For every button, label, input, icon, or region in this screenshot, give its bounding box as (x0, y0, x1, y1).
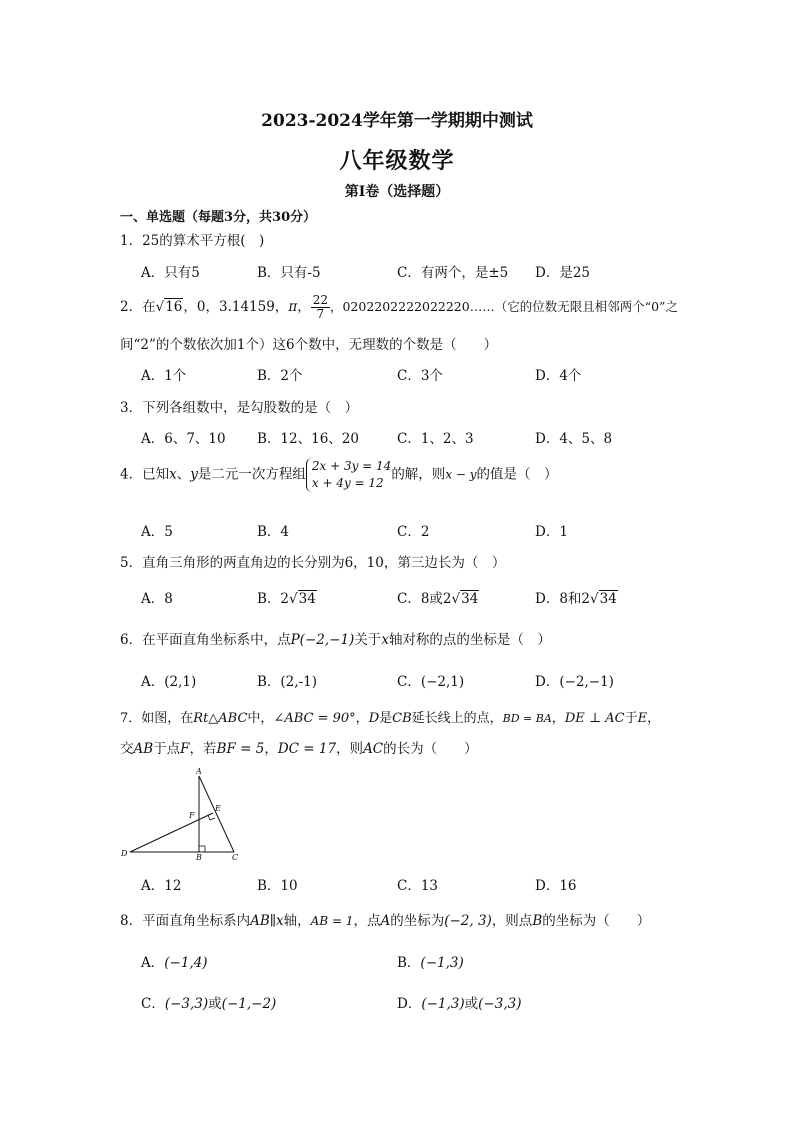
q7-text: 于点 (153, 741, 181, 757)
q6-option-c: C．(−2,1) (397, 674, 465, 690)
label-a: A (196, 767, 202, 776)
q4-equation-system (306, 458, 391, 492)
q5-d-radicand: 34 (599, 591, 617, 607)
q7-text: ， (647, 711, 661, 726)
q6-text-3: 轴对称的点的坐标是（ ） (388, 632, 551, 648)
q2-pi: π (288, 299, 298, 315)
q8-d-or: 或 (464, 996, 479, 1012)
q2-option-c: C．3个 (397, 368, 443, 384)
q4-option-a: A．5 (141, 524, 173, 540)
q8-ab: AB (250, 913, 270, 929)
exam-subtitle: 八年级数学 (339, 148, 455, 174)
q4-eq2: x + 4y = 12 (311, 476, 384, 490)
q6-point: P(−2,−1) (290, 632, 355, 648)
q7-rt: Rt△ABC (193, 711, 248, 726)
q8-c-prefix: C． (141, 996, 165, 1012)
q7-angle: ∠ABC = 90° (273, 711, 356, 726)
q8-c-or: 或 (208, 996, 222, 1012)
q2-option-d: D．4个 (535, 368, 582, 384)
q4-text-2: 是二元一次方程组 (197, 466, 306, 483)
q6-option-b: B．(2,-1) (257, 674, 317, 690)
q4-eq1: 2x + 3y = 14 (311, 459, 392, 473)
q3-option-d: D．4、5、8 (535, 431, 613, 447)
q8-d-value2: (−3,3) (478, 996, 522, 1012)
q7-option-c: C．13 (397, 878, 439, 894)
q7-text: ， (551, 711, 565, 726)
q5-option-c: C．8或2√34 (397, 591, 479, 607)
q7-text: 的长为（ ） (383, 741, 478, 757)
q7-option-d: D．16 (535, 878, 577, 894)
q8-option-a (141, 951, 208, 971)
q2-radicand: 16 (165, 299, 183, 315)
q2-fraction (311, 294, 330, 321)
question-4 (120, 458, 558, 492)
q8-parallel: ∥ (269, 913, 277, 929)
q5-b-radicand: 34 (298, 591, 316, 607)
q1-option-c: C．有两个，是±5 (397, 265, 509, 281)
q6-text-2: 关于 (354, 632, 382, 648)
q8-text: 的坐标为（ ） (542, 913, 651, 929)
q5-b-prefix: B．2 (257, 591, 290, 607)
right-angle-e (208, 815, 215, 820)
q2-option-b: B．2个 (257, 368, 303, 384)
q7-option-b: B．10 (257, 878, 298, 894)
q5-c-radicand: 34 (461, 591, 479, 607)
q7-text: 7．如图，在 (120, 711, 194, 726)
q4-option-c: C．2 (397, 524, 430, 540)
q8-text: 的坐标为 (390, 913, 445, 929)
q8-text: ，则点 (491, 913, 533, 929)
volume-title: 第Ⅰ卷（选择题） (344, 184, 450, 200)
q5-c-prefix: C．8或2 (397, 591, 452, 607)
q7-point-e: E (637, 711, 648, 726)
q8-ab-eq: AB = 1 (310, 914, 354, 928)
label-c: C (232, 853, 239, 862)
q4-var-y: y (190, 466, 198, 483)
q2-frac-num: 22 (312, 293, 328, 307)
q8-b-value: (−1,3) (420, 955, 464, 971)
q2-frac-den: 7 (316, 307, 325, 321)
q2-option-a: A．1个 (141, 368, 187, 384)
q3-option-c: C．1、2、3 (397, 431, 474, 447)
q6-axis: x (381, 632, 389, 648)
q8-b-prefix: B． (397, 955, 421, 971)
q5-option-d: D．8和2√34 (535, 591, 617, 607)
question-1: 1．25的算术平方根( ) (120, 233, 265, 249)
q8-point-a: A (380, 913, 391, 929)
label-f: F (189, 811, 195, 820)
q8-point-b: B (532, 913, 543, 929)
q8-x: x (276, 913, 284, 929)
q4-text-1: 4．已知 (120, 466, 170, 483)
q3-option-b: B．12、16、20 (257, 431, 359, 447)
q8-text: 轴， (283, 913, 311, 929)
right-angle-b (199, 846, 205, 852)
label-d: D (121, 849, 128, 858)
section-heading: 一、单选题（每题3分，共30分） (120, 210, 317, 225)
q8-a-prefix: A． (141, 955, 165, 971)
question-7-line2 (120, 737, 478, 757)
q2-text-1: 2．在 (120, 299, 156, 315)
q5-option-a: A．8 (141, 591, 173, 607)
q7-text: ，则 (336, 741, 364, 757)
q4-sep: 、 (176, 466, 191, 483)
q8-c-value1: (−3,3) (164, 996, 209, 1012)
q5-d-prefix: D．8和2 (535, 591, 591, 607)
q4-text-4: 的值是（ ） (476, 466, 558, 483)
exam-title: 2023-2024学年第一学期期中测试 (261, 111, 533, 131)
q8-option-b (397, 951, 464, 971)
question-5: 5．直角三角形的两直角边的长分别为6，10，第三边长为（ ） (120, 555, 506, 571)
q7-bd-ba: BD = BA (502, 712, 552, 725)
q4-text-3: 的解，则 (391, 466, 446, 483)
q2-text-2: ，0，3.14159， (183, 299, 289, 315)
q6-option-d: D．(−2,−1) (535, 674, 614, 690)
q7-point-d: D (368, 711, 380, 726)
q6-option-a: A．(2,1) (141, 674, 197, 690)
q7-text: ，若 (189, 741, 217, 757)
q8-option-d (397, 992, 521, 1012)
q1-option-d: D．是25 (535, 265, 591, 281)
q8-text: ，点 (353, 913, 381, 929)
q7-ab: AB (133, 741, 154, 757)
question-7-line1 (120, 707, 660, 726)
q1-option-a: A．只有5 (141, 265, 200, 281)
q7-text: 延长线上的点， (411, 711, 503, 726)
q8-a-value: (−1,4) (164, 955, 208, 971)
label-e: E (215, 804, 221, 813)
q8-c-value2: (−1,−2) (221, 996, 277, 1012)
q4-option-b: B．4 (257, 524, 290, 540)
q7-triangle-figure (118, 766, 248, 862)
q7-dc: DC = 17 (277, 741, 337, 757)
q7-text: 中， (247, 711, 274, 726)
q6-text-1: 6．在平面直角坐标系中，点 (120, 632, 291, 648)
q8-coord: (−2, 3) (444, 913, 492, 929)
q1-option-b: B．只有-5 (257, 265, 321, 281)
q2-sqrt: √16 (155, 299, 183, 315)
q7-text: 交 (120, 741, 134, 757)
q7-text: 于 (624, 711, 638, 726)
q7-de-ac: DE ⊥ AC (564, 711, 625, 726)
question-2-line2: 间“2”的个数依次加1个）这6个数中，无理数的个数是（ ） (120, 337, 498, 353)
question-3: 3．下列各组数中，是勾股数的是（ ） (120, 400, 359, 416)
q4-expr: x − y (445, 467, 477, 482)
question-6 (120, 628, 551, 648)
q8-option-c (141, 992, 276, 1012)
q8-text: 8．平面直角坐标系内 (120, 913, 251, 929)
q8-d-prefix: D． (397, 996, 422, 1012)
q7-bf: BF = 5 (216, 741, 265, 757)
q7-ac: AC (363, 741, 384, 757)
q7-point-f: F (180, 741, 190, 757)
q7-option-a: A．12 (141, 878, 182, 894)
line-ac (199, 776, 234, 852)
question-2-line1: 2．在√16，0，3.14159，π， $\frac{22}{7}$ ，0202202222022220……（它的位数无限且相邻两个“0”之 (120, 293, 678, 321)
question-8 (120, 909, 650, 929)
q7-text: 是 (379, 711, 393, 726)
q8-d-value1: (−1,3) (421, 996, 465, 1012)
label-b: B (196, 853, 202, 862)
q4-option-d: D．1 (535, 524, 568, 540)
q4-var-x: x (169, 466, 177, 483)
q7-text: ， (355, 711, 369, 726)
q7-cb: CB (392, 711, 412, 726)
q5-option-b: B．2√34 (257, 591, 316, 607)
q2-text-3: ，0202202222022220……（它的位数无限且相邻两个“0”之 (329, 299, 678, 314)
q7-text: ， (264, 741, 278, 757)
q3-option-a: A．6、7、10 (141, 431, 226, 447)
